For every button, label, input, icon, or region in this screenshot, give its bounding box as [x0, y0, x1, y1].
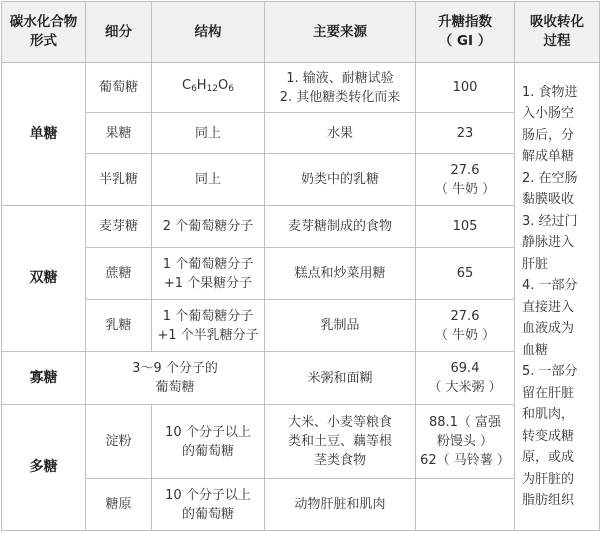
cell-source: 动物肝脏和肌肉	[265, 479, 416, 531]
cell-structure: 1 个葡萄糖分子 +1 个果糖分子	[152, 248, 265, 300]
cell-structure: 10 个分子以上 的葡萄糖	[152, 479, 265, 531]
row-starch	[2, 405, 600, 479]
row-glycogen	[2, 479, 600, 531]
cell-sub: 果糖	[86, 113, 152, 154]
group-polysaccharide: 多糖	[2, 405, 86, 531]
group-disaccharide: 双糖	[2, 206, 86, 352]
cell-sub: 麦芽糖	[86, 206, 152, 248]
cell-gi: 105	[416, 206, 515, 248]
glucose-formula: $C_6H_{12}O_6$	[152, 63, 265, 113]
cell-structure: 同上	[152, 154, 265, 206]
row-oligosaccharide	[2, 352, 600, 405]
cell-structure: 1 个葡萄糖分子 +1 个半乳糖分子	[152, 300, 265, 352]
header-form: 碳水化合物 形式	[2, 2, 86, 63]
cell-source: 奶类中的乳糖	[265, 154, 416, 206]
row-glucose	[2, 63, 600, 113]
cell-gi: 100	[416, 63, 515, 113]
header-source: 主要来源	[265, 2, 416, 63]
cell-gi: 88.1（ 富强 粉馒头 ） 62（ 马铃薯 ）	[416, 405, 515, 479]
carbohydrate-table	[1, 1, 600, 531]
group-oligosaccharide: 寡糖	[2, 352, 86, 405]
cell-sub: 蔗糖	[86, 248, 152, 300]
row-sucrose	[2, 248, 600, 300]
cell-sub: 糖原	[86, 479, 152, 531]
cell-source: 米粥和面糊	[265, 352, 416, 405]
cell-gi: 27.6 （ 牛奶 ）	[416, 154, 515, 206]
cell-source: 水果	[265, 113, 416, 154]
cell-gi: 27.6 （ 牛奶 ）	[416, 300, 515, 352]
cell-sub: 淀粉	[86, 405, 152, 479]
header-structure: 结构	[152, 2, 265, 63]
cell-source: 糕点和炒菜用糖	[265, 248, 416, 300]
row-maltose	[2, 206, 600, 248]
cell-gi: 65	[416, 248, 515, 300]
cell-source: 乳制品	[265, 300, 416, 352]
group-monosaccharide: 单糖	[2, 63, 86, 206]
cell-sub: 葡萄糖	[86, 63, 152, 113]
cell-structure: 2 个葡萄糖分子	[152, 206, 265, 248]
cell-sub: 乳糖	[86, 300, 152, 352]
cell-source: 麦芽糖制成的食物	[265, 206, 416, 248]
row-lactose	[2, 300, 600, 352]
header-sub: 细分	[86, 2, 152, 63]
header-gi: 升糖指数 （ GI ）	[416, 2, 515, 63]
cell-source: 大米、小麦等粮食 类和土豆、藕等根 茎类食物	[265, 405, 416, 479]
cell-gi: 23	[416, 113, 515, 154]
header-row	[2, 2, 600, 63]
cell-gi: 69.4 （ 大米粥 ）	[416, 352, 515, 405]
cell-structure: 同上	[152, 113, 265, 154]
cell-source: 1. 输液、耐糖试验 2. 其他糖类转化而来	[265, 63, 416, 113]
cell-structure: 10 个分子以上 的葡萄糖	[152, 405, 265, 479]
header-absorb: 吸收转化 过程	[515, 2, 600, 63]
row-fructose	[2, 113, 600, 154]
cell-gi	[416, 479, 515, 531]
absorption-process: 1. 食物进 入小肠空 肠后，分 解成单糖 2. 在空肠 黏膜吸收 3. 经过门 静脉进入 肝脏 4. 一部分 直接进入 血液成为 血糖 5. 一部分 留在肝脏 和肌肉， 转变成糖 原，或成 为肝脏的 脂肪组织	[515, 63, 600, 531]
cell-structure: 3～9 个分子的 葡萄糖	[86, 352, 265, 405]
cell-sub: 半乳糖	[86, 154, 152, 206]
row-galactose	[2, 154, 600, 206]
